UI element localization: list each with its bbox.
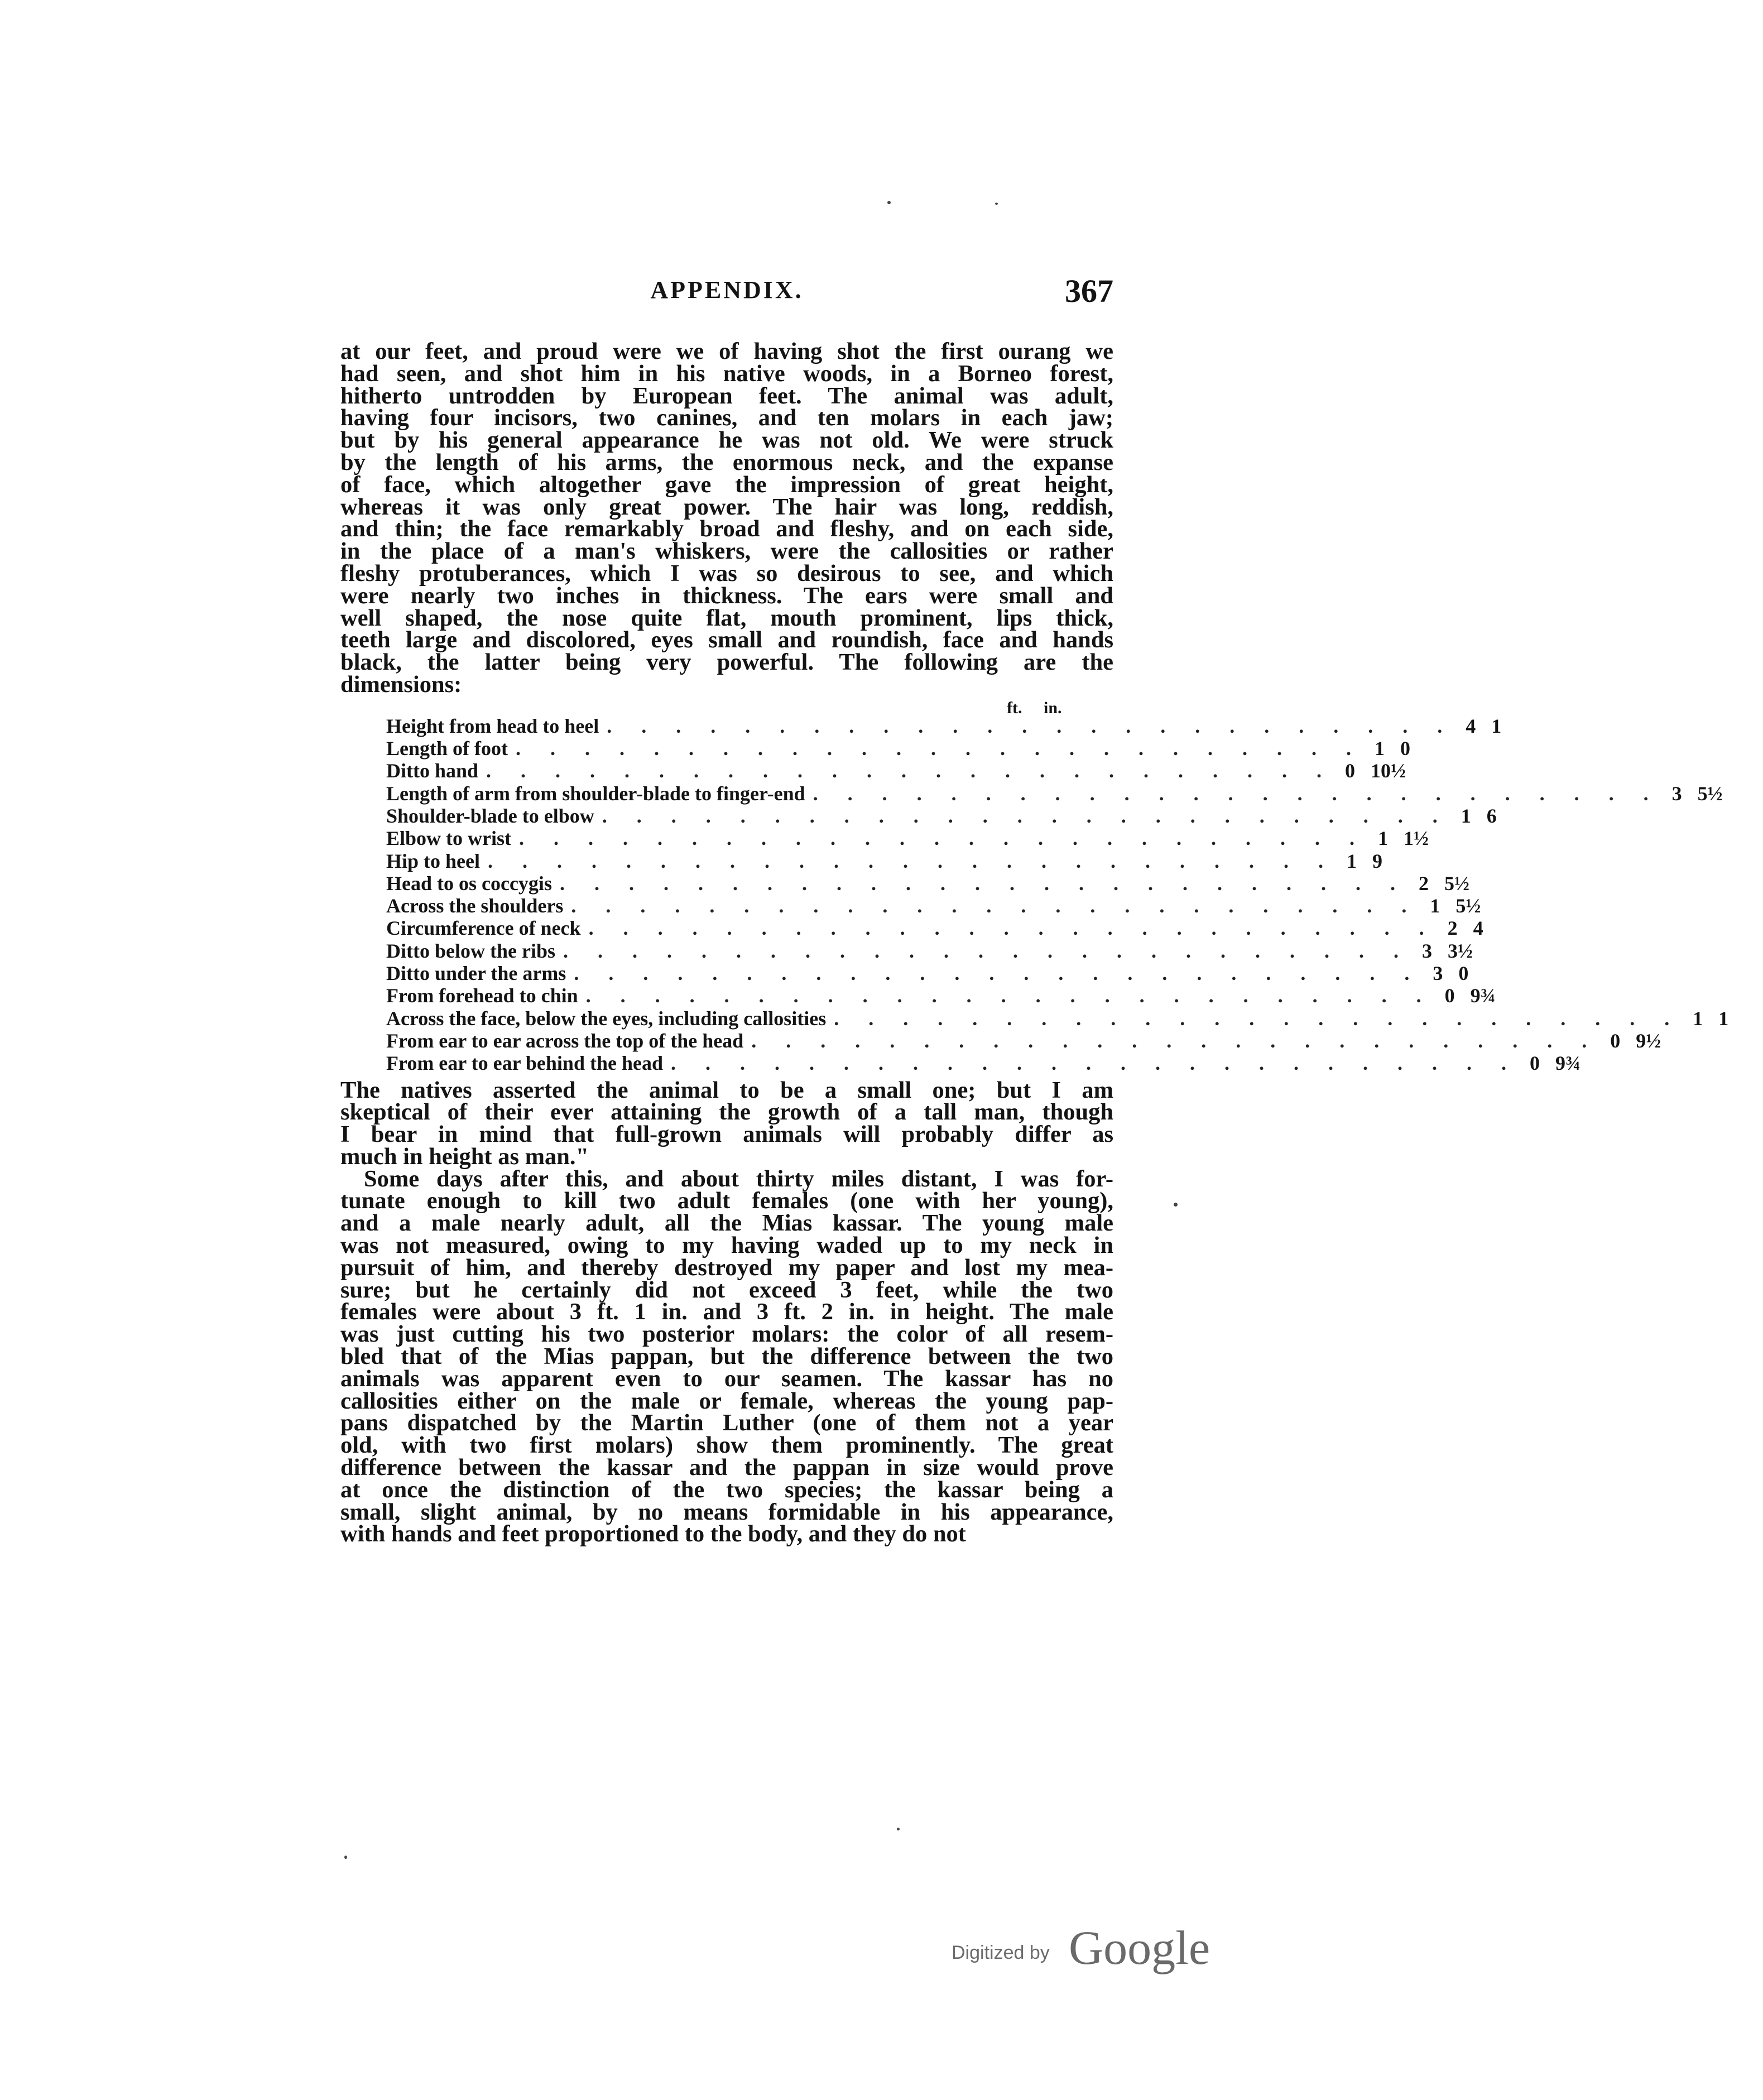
measurement-inches: 1	[1718, 1007, 1729, 1030]
measurement-inches: 1½	[1404, 827, 1429, 850]
table-row	[386, 872, 1469, 895]
text-line: with hands and feet proportioned to the body, and they do not	[340, 1521, 966, 1548]
digitized-by-google-watermark	[952, 1920, 1242, 1974]
table-row	[386, 804, 1497, 827]
dot-leader: . . . . . . . . . . . . . . . . . . . . . . . . .	[516, 737, 1363, 760]
table-row	[386, 1007, 1729, 1030]
text-line: by the length of his arms, the enormous neck, and the expanse	[340, 449, 1113, 475]
dot-leader: . . . . . . . . . . . . . . . . . . . . . . . . .	[585, 984, 1434, 1007]
measurement-feet: 0	[1345, 760, 1356, 782]
table-row	[386, 1052, 1581, 1075]
measurement-inches: 6	[1486, 804, 1497, 827]
text-line: well shaped, the nose quite flat, mouth prominent, lips thick,	[340, 604, 1113, 631]
dot-leader: . . . . . . . . . . . . . . . . . . . . . . . . .	[588, 917, 1437, 940]
running-title: APPENDIX.	[650, 276, 804, 304]
measurement-label: Shoulder-blade to elbow	[386, 804, 594, 827]
text-line: Some days after this, and about thirty miles distant, I was for-	[364, 1165, 1113, 1192]
dot-leader: . . . . . . . . . . . . . . . . . . . . . . . . .	[563, 939, 1411, 962]
measurement-feet: 1	[1375, 737, 1385, 760]
measurement-inches: 1	[1491, 714, 1502, 737]
text-line: pursuit of him, and thereby destroyed my paper and lost my mea-	[340, 1254, 1113, 1281]
measurement-label: Across the face, below the eyes, including callosities	[386, 1007, 827, 1030]
scan-speck	[1174, 1203, 1178, 1207]
text-line: animals was apparent even to our seamen. The kassar has no	[340, 1365, 1113, 1392]
measurement-inches: 4	[1473, 917, 1483, 940]
text-line: were nearly two inches in thickness. The ears were small and	[340, 582, 1113, 609]
text-line: callosities either on the male or female, whereas the young pap-	[340, 1387, 1113, 1414]
measurement-feet: 3	[1671, 782, 1682, 805]
text-line: tunate enough to kill two adult females (one with her young),	[340, 1188, 1113, 1214]
dot-leader: . . . . . . . . . . . . . . . . . . . . . . . . .	[571, 895, 1419, 917]
measurement-feet: 3	[1421, 939, 1432, 962]
measurement-inches: 9	[1372, 849, 1382, 872]
measurement-feet: 0	[1444, 984, 1455, 1007]
column-header-in: in.	[1044, 698, 1062, 717]
table-row	[386, 827, 1429, 850]
table-row	[386, 939, 1473, 962]
google-logo-text: Google	[1069, 1921, 1210, 1974]
measurement-label: Height from head to heel	[386, 714, 599, 737]
measurement-inches: 5½	[1697, 782, 1723, 805]
dot-leader: . . . . . . . . . . . . . . . . . . . . . . . . .	[751, 1029, 1599, 1052]
paragraph-2	[340, 1079, 1113, 1168]
table-row	[386, 849, 1382, 872]
text-line: but by his general appearance he was not old. We were struck	[340, 427, 1113, 454]
text-line: females were about 3 ft. 1 in. and 3 ft. 2 in. in height. The male	[340, 1299, 1113, 1325]
text-line: whereas it was only great power. The hair was long, reddish,	[340, 493, 1113, 520]
page-header	[340, 272, 1113, 311]
measurement-feet: 2	[1418, 872, 1429, 895]
dot-leader: . . . . . . . . . . . . . . . . . . . . . . . . .	[670, 1052, 1519, 1075]
measurement-label: Head to os coccygis	[386, 872, 552, 895]
scan-speck	[995, 203, 998, 205]
text-line: difference between the kassar and the pappan in size would prove	[340, 1454, 1113, 1481]
text-line: at once the distinction of the two species; the kassar being a	[340, 1476, 1113, 1503]
measurement-feet: 2	[1447, 917, 1458, 940]
measurement-inches: 5½	[1444, 872, 1469, 895]
dot-leader: . . . . . . . . . . . . . . . . . . . . . . . . .	[519, 827, 1367, 850]
measurement-label: From ear to ear across the top of the head	[386, 1029, 744, 1052]
text-line: fleshy protuberances, which I was so desirous to see, and which	[340, 560, 1113, 587]
text-line: in the place of a man's whiskers, were the callosities or rather	[340, 538, 1113, 565]
measurement-inches: 10½	[1371, 760, 1406, 782]
measurement-label: Ditto below the ribs	[386, 939, 555, 962]
measurement-label: Across the shoulders	[386, 895, 564, 917]
measurement-feet: 1	[1347, 849, 1357, 872]
measurement-feet: 1	[1693, 1007, 1703, 1030]
measurement-feet: 0	[1529, 1052, 1540, 1075]
dot-leader: . . . . . . . . . . . . . . . . . . . . . . . . .	[834, 1007, 1682, 1030]
dot-leader: . . . . . . . . . . . . . . . . . . . . . . . . .	[602, 804, 1450, 827]
dot-leader: . . . . . . . . . . . . . . . . . . . . . . . . .	[488, 849, 1336, 872]
measurement-label: From ear to ear behind the head	[386, 1052, 663, 1075]
dimensions-table	[386, 696, 1729, 1075]
text-line: much in height as man."	[340, 1143, 589, 1170]
dot-leader: . . . . . . . . . . . . . . . . . . . . . . . . .	[559, 872, 1407, 895]
text-line: old, with two first molars) show them prominently. The great	[340, 1432, 1113, 1459]
table-row	[386, 895, 1481, 917]
text-line: of face, which altogether gave the impression of great height,	[340, 471, 1113, 498]
dot-leader: . . . . . . . . . . . . . . . . . . . . . . . . .	[574, 962, 1422, 985]
scan-speck	[344, 1856, 347, 1859]
paragraph-3	[340, 1165, 1113, 1548]
measurement-label: Length of arm from shoulder-blade to finger-end	[386, 782, 805, 805]
table-row	[386, 782, 1723, 805]
measurement-feet: 0	[1610, 1029, 1621, 1052]
table-row	[386, 760, 1406, 782]
measurement-label: Elbow to wrist	[386, 827, 511, 850]
text-line: was just cutting his two posterior molars: the color of all resem-	[340, 1321, 1113, 1348]
text-line: hitherto untrodden by European feet. The animal was adult,	[340, 382, 1113, 409]
table-row	[386, 962, 1469, 985]
measurement-inches: 0	[1400, 737, 1410, 760]
table-row	[386, 984, 1496, 1007]
measurement-inches: 9½	[1636, 1029, 1661, 1052]
watermark-small-text: Digitized by	[952, 1942, 1050, 1963]
text-line: I bear in mind that full-grown animals will probably differ as	[340, 1121, 1113, 1148]
measurement-feet: 3	[1433, 962, 1443, 985]
text-line: and a male nearly adult, all the Mias kassar. The young male	[340, 1210, 1113, 1237]
text-line: at our feet, and proud were we of having shot the first ourang we	[340, 338, 1113, 364]
measurement-label: Ditto hand	[386, 760, 479, 782]
table-header	[386, 696, 1084, 715]
text-line: having four incisors, two canines, and ten molars in each jaw;	[340, 405, 1113, 431]
text-line: bled that of the Mias pappan, but the difference between the two	[340, 1343, 1113, 1370]
measurement-label: From forehead to chin	[386, 984, 578, 1007]
measurement-feet: 1	[1378, 827, 1388, 850]
text-line: black, the latter being very powerful. The following are the	[340, 649, 1113, 676]
measurement-label: Circumference of neck	[386, 917, 581, 940]
table-row	[386, 917, 1483, 940]
text-line: pans dispatched by the Martin Luther (one of them not a year	[340, 1410, 1113, 1436]
text-line: was not measured, owing to my having waded up to my neck in	[340, 1232, 1113, 1259]
dot-leader: . . . . . . . . . . . . . . . . . . . . . . . . .	[486, 760, 1334, 782]
text-line: The natives asserted the animal to be a small one; but I am	[340, 1077, 1113, 1103]
measurement-inches: 9¾	[1470, 984, 1496, 1007]
dot-leader: . . . . . . . . . . . . . . . . . . . . . . . . .	[607, 714, 1455, 737]
table-row	[386, 737, 1410, 760]
scan-speck	[887, 201, 891, 204]
measurement-label: Hip to heel	[386, 849, 480, 872]
measurement-feet: 4	[1466, 714, 1476, 737]
text-line: had seen, and shot him in his native woods, in a Borneo forest,	[340, 360, 1113, 387]
text-line: dimensions:	[340, 671, 462, 698]
table-row	[386, 1029, 1661, 1052]
measurement-feet: 1	[1430, 895, 1440, 917]
page-number: 367	[1065, 273, 1113, 309]
text-line: skeptical of their ever attaining the growth of a tall man, though	[340, 1099, 1113, 1126]
measurement-inches: 9¾	[1555, 1052, 1581, 1075]
text-line: teeth large and discolored, eyes small and roundish, face and hands	[340, 627, 1113, 653]
measurement-inches: 3½	[1447, 939, 1473, 962]
measurement-inches: 0	[1458, 962, 1469, 985]
table-row	[386, 714, 1502, 737]
text-line: and thin; the face remarkably broad and fleshy, and on each side,	[340, 516, 1113, 542]
measurement-inches: 5½	[1455, 895, 1481, 917]
text-line: small, slight animal, by no means formidable in his appearance,	[340, 1498, 1113, 1525]
measurement-label: Length of foot	[386, 737, 508, 760]
measurement-feet: 1	[1461, 804, 1471, 827]
paragraph-1	[340, 340, 1113, 696]
body-text	[340, 338, 1729, 1548]
dot-leader: . . . . . . . . . . . . . . . . . . . . . . . . .	[813, 782, 1661, 805]
column-header-ft: ft.	[1007, 698, 1022, 717]
text-line: sure; but he certainly did not exceed 3 feet, while the two	[340, 1276, 1113, 1303]
scan-speck	[897, 1828, 900, 1830]
measurement-label: Ditto under the arms	[386, 962, 566, 985]
